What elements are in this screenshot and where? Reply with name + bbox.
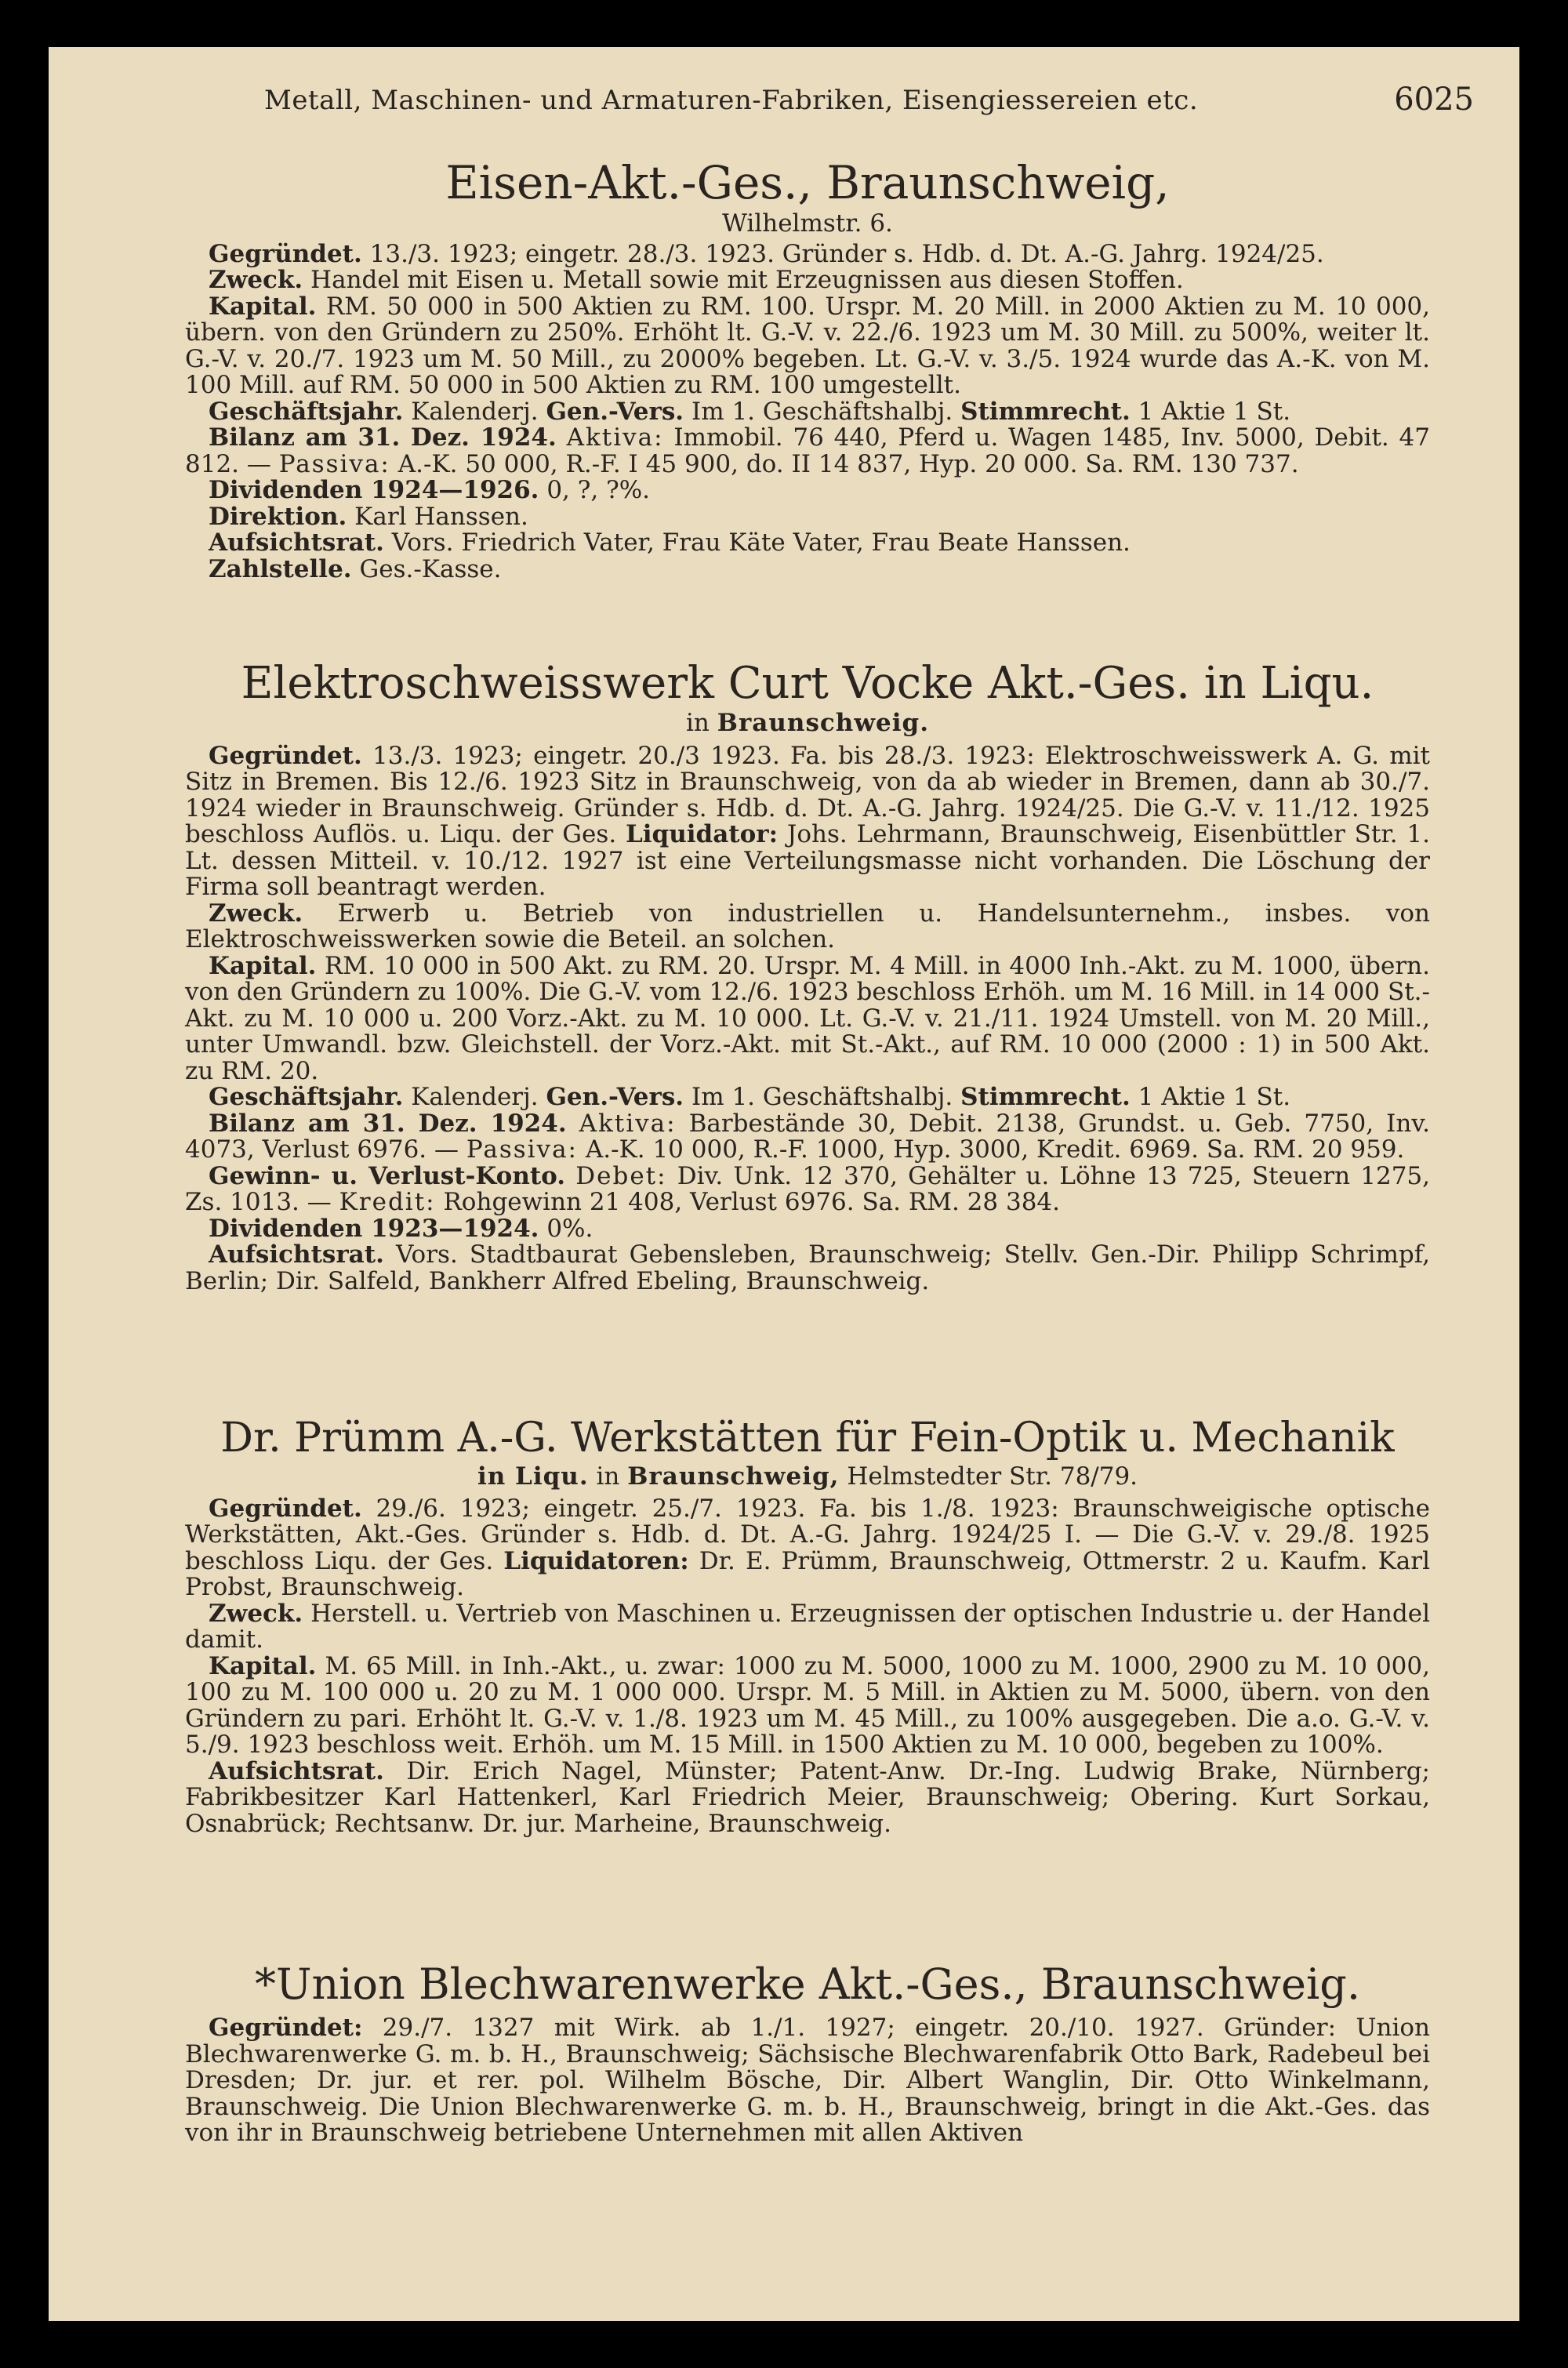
assets-label: Aktiva: xyxy=(566,423,664,452)
fiscal-year-text: Kalenderj. xyxy=(411,397,539,426)
entry-address: Wilhelmstr. 6. xyxy=(722,209,893,238)
capital-paragraph xyxy=(185,294,1430,399)
general-meeting-label: Gen.-Vers. xyxy=(546,1083,684,1112)
founded-label: Gegründet. xyxy=(209,741,362,770)
fiscal-year-label: Geschäftsjahr. xyxy=(209,1083,404,1112)
page xyxy=(49,47,1519,2321)
subtitle-city: Braunschweig. xyxy=(717,709,929,738)
liquidators-label: Liquidatoren: xyxy=(503,1546,689,1575)
founded-text: 13./3. 1923; eingetr. 20./3 1923. Fa. bis 28./3. 1923: Elektroschweisswerk A. G. mit Sitz in Bremen. Bis 12./6. 1923 Sitz in Braunschweig, von da ab wieder in Bremen, dann ab 30./7. 1924 wieder in Braunschweig. Gründer s. Hdb. d. Dt. A.-G. Jahrg. 1924/25. Die G.-V. v. 11./12. 1925 beschloss Auflös. u. Liqu. der Ges. xyxy=(185,741,1431,849)
purpose-label: Zweck. xyxy=(209,899,303,928)
founded-paragraph xyxy=(185,1496,1430,1601)
entry-union-blechwarenwerke xyxy=(185,1960,1430,2147)
purpose-paragraph xyxy=(185,267,1430,294)
dividends-label: Dividenden 1923—1924. xyxy=(209,1214,539,1243)
fiscal-year-paragraph xyxy=(185,399,1430,426)
purpose-paragraph xyxy=(185,901,1430,953)
capital-label: Kapital. xyxy=(209,292,317,321)
paying-office-label: Zahlstelle. xyxy=(209,554,352,583)
balance-paragraph xyxy=(185,1111,1430,1164)
subtitle-city: Braunschweig, xyxy=(627,1462,840,1491)
dividends-label: Dividenden 1924—1926. xyxy=(209,476,539,505)
capital-paragraph xyxy=(185,953,1430,1085)
running-title: Metall, Maschinen- und Armaturen-Fabriken, Eisengiessereien etc. xyxy=(264,85,1199,116)
entry-elektroschweisswerk xyxy=(185,659,1430,1295)
voting-right-label: Stimmrecht. xyxy=(960,397,1131,426)
profit-loss-label: Gewinn- u. Verlust-Konto. xyxy=(209,1161,566,1190)
balance-label: Bilanz am 31. Dez. 1924. xyxy=(209,1109,567,1138)
management-label: Direktion. xyxy=(209,502,347,531)
entry-title: Eisen-Akt.-Ges., Braunschweig, xyxy=(445,156,1170,209)
dividends-paragraph xyxy=(185,1216,1430,1243)
purpose-text: Herstell. u. Vertrieb von Maschinen u. Erzeugnissen der optischen Industrie u. der Handel damit. xyxy=(185,1599,1431,1654)
voting-right-text: 1 Aktie 1 St. xyxy=(1138,1083,1291,1112)
page-number: 6025 xyxy=(1394,82,1474,118)
liabilities-text: A.-K. 10 000, R.-F. 1000, Hyp. 3000, Kredit. 6969. Sa. RM. 20 959. xyxy=(585,1135,1405,1164)
supervisory-board-paragraph xyxy=(185,530,1430,557)
supervisory-board-text: Vors. Friedrich Vater, Frau Käte Vater, Frau Beate Hanssen. xyxy=(391,528,1131,557)
dividends-text: 0%. xyxy=(546,1214,593,1243)
assets-text: Immobil. 76 440, Pferd u. Wagen 1485, Inv. 5000, Debit. 47 812. — xyxy=(185,423,1430,478)
assets-label: Aktiva: xyxy=(579,1109,677,1138)
liquidator-text: Johs. Lehrmann, Braunschweig, Eisenbüttler Str. 1. Lt. dessen Mitteil. v. 10./12. 1927 ist eine Verteilungsmasse nicht vorhanden. Die Löschung der Firma soll beantragt werden. xyxy=(185,820,1430,902)
founded-paragraph xyxy=(185,239,1430,268)
capital-text: RM. 10 000 in 500 Akt. zu RM. 20. Urspr. M. 4 Mill. in 4000 Inh.-Akt. zu M. 1000, übern. von den Gründern zu 100%. Die G.-V. vom 12./6. 1923 beschloss Erhöh. um M. 16 Mill. in 14 000 St.-Akt. zu M. 10 000 u. 200 Vorz.-Akt. zu M. 10 000. Lt. G.-V. v. 21./11. 1924 Umstell. von M. 20 Mill., unter Umwandl. bzw. Gleichstell. der Vorz.-Akt. mit St.-Akt., auf RM. 10 000 (2000 : 1) in 500 Akt. zu RM. 20. xyxy=(185,951,1431,1085)
founded-label: Gegründet: xyxy=(209,2014,363,2043)
running-header xyxy=(49,82,1519,132)
purpose-paragraph xyxy=(185,1601,1430,1654)
paying-office-paragraph xyxy=(185,554,1430,583)
founded-paragraph xyxy=(185,743,1430,901)
supervisory-board-label: Aufsichtsrat. xyxy=(209,528,384,557)
subtitle-address: Helmstedter Str. 78/79. xyxy=(847,1462,1138,1491)
founded-text: 29./6. 1923; eingetr. 25./7. 1923. Fa. bis 1./8. 1923: Braunschweigische optische Werkstätten, Akt.-Ges. Gründer s. Hdb. d. Dt. A.-G. Jahrg. 1924/25 I. — Die G.-V. v. 29./8. 1925 beschloss Liqu. der Ges. xyxy=(185,1494,1430,1575)
credit-label: Kredit: xyxy=(339,1188,436,1217)
fiscal-year-text: Kalenderj. xyxy=(411,1083,539,1112)
subtitle-in: in xyxy=(596,1462,620,1491)
management-paragraph xyxy=(185,504,1430,531)
supervisory-board-label: Aufsichtsrat. xyxy=(209,1756,384,1785)
capital-text: M. 65 Mill. in Inh.-Akt., u. zwar: 1000 zu M. 5000, 1000 zu M. 1000, 2900 zu M. 10 000, 100 zu M. 100 000 u. 20 zu M. 1 000 000. Urspr. M. 5 Mill. in Aktien zu M. 5000, übern. von den Gründern zu pari. Erhöht lt. G.-V. v. 1./8. 1923 um M. 45 Mill., zu 100% ausgegeben. Die a.o. G.-V. v. 5./9. 1923 beschloss weit. Erhöh. um M. 15 Mill. in 1500 Aktien zu M. 10 000, begeben zu 100%. xyxy=(185,1651,1430,1760)
capital-label: Kapital. xyxy=(209,1651,317,1680)
entry-dr-pruemm xyxy=(185,1415,1430,1837)
capital-label: Kapital. xyxy=(209,951,317,980)
profit-loss-paragraph xyxy=(185,1161,1430,1217)
balance-paragraph xyxy=(185,425,1430,478)
supervisory-board-text: Dir. Erich Nagel, Münster; Patent-Anw. Dr.-Ing. Ludwig Brake, Nürnberg; Fabrikbesitzer Karl Hattenkerl, Karl Friedrich Meier, Braunschweig; Obering. Kurt Sorkau, Osnabrück; Rechtsanw. Dr. jur. Marheine, Braunschweig. xyxy=(185,1756,1430,1838)
supervisory-board-paragraph xyxy=(185,1242,1430,1295)
dividends-text: 0, ?, ?%. xyxy=(546,476,651,505)
management-text: Karl Hanssen. xyxy=(354,502,528,531)
dividends-paragraph xyxy=(185,478,1430,504)
capital-text: RM. 50 000 in 500 Aktien zu RM. 100. Urspr. M. 20 Mill. in 2000 Aktien zu M. 10 000, übern. von den Gründern zu 250%. Erhöht lt. G.-V. v. 22./6. 1923 um M. 30 Mill. zu 500%, weiter lt. G.-V. v. 20./7. 1923 um M. 50 Mill., zu 2000% begeben. Lt. G.-V. v. 3./5. 1924 wurde das A.-K. von M. 100 Mill. auf RM. 50 000 in 500 Aktien zu RM. 100 umgestellt. xyxy=(185,292,1431,400)
debit-text: Div. Unk. 12 370, Gehälter u. Löhne 13 725, Steuern 1275, Zs. 1013. — xyxy=(185,1161,1430,1217)
debit-label: Debet: xyxy=(575,1161,667,1190)
entry-title: Dr. Prümm A.-G. Werkstätten für Fein-Optik u. Mechanik xyxy=(220,1415,1395,1462)
supervisory-board-label: Aufsichtsrat. xyxy=(209,1240,384,1269)
founded-label: Gegründet. xyxy=(209,1494,362,1523)
entry-eisen-akt-ges xyxy=(185,157,1430,583)
liabilities-text: A.-K. 50 000, R.-F. I 45 900, do. II 14 837, Hyp. 20 000. Sa. RM. 130 737. xyxy=(397,449,1299,478)
entry-subtitle xyxy=(185,709,1430,738)
liquidator-label: Liquidator: xyxy=(625,820,779,849)
supervisory-board-text: Vors. Stadtbaurat Gebensleben, Braunschweig; Stellv. Gen.-Dir. Philipp Schrimpf, Berlin; Dir. Salfeld, Bankherr Alfred Ebeling, Braunschweig. xyxy=(185,1240,1430,1295)
credit-text: Rohgewinn 21 408, Verlust 6976. Sa. RM. 28 384. xyxy=(443,1188,1060,1217)
fiscal-year-paragraph xyxy=(185,1084,1430,1111)
voting-right-label: Stimmrecht. xyxy=(960,1083,1131,1112)
founded-text: 13./3. 1923; eingetr. 28./3. 1923. Gründer s. Hdb. d. Dt. A.-G. Jahrg. 1924/25. xyxy=(369,239,1324,268)
entry-title: Elektroschweisswerk Curt Vocke Akt.-Ges. in Liqu. xyxy=(241,658,1374,709)
liabilities-label: Passiva: xyxy=(466,1135,578,1164)
subtitle-liqu: in Liqu. xyxy=(477,1462,589,1491)
assets-text: Barbestände 30, Debit. 2138, Grundst. u. Geb. 7750, Inv. 4073, Verlust 6976. — xyxy=(185,1109,1430,1164)
subtitle-in: in xyxy=(686,709,710,738)
general-meeting-text: Im 1. Geschäftshalbj. xyxy=(691,397,953,426)
purpose-label: Zweck. xyxy=(209,1599,303,1628)
general-meeting-text: Im 1. Geschäftshalbj. xyxy=(691,1083,953,1112)
balance-label: Bilanz am 31. Dez. 1924. xyxy=(209,423,557,452)
supervisory-board-paragraph xyxy=(185,1756,1430,1838)
liquidators-text: Dr. E. Prümm, Braunschweig, Ottmerstr. 2 u. Kaufm. Karl Probst, Braunschweig. xyxy=(185,1546,1430,1602)
liabilities-label: Passiva: xyxy=(278,449,390,478)
entry-title: *Union Blechwarenwerke Akt.-Ges., Braunschweig. xyxy=(254,1959,1361,2009)
purpose-text: Erwerb u. Betrieb von industriellen u. Handelsunternehm., insbes. von Elektroschweisswerken sowie die Beteil. an solchen. xyxy=(185,899,1431,954)
entry-subtitle xyxy=(185,1462,1430,1491)
founded-paragraph xyxy=(185,2015,1430,2147)
founded-text: 29./7. 1327 mit Wirk. ab 1./1. 1927; eingetr. 20./10. 1927. Gründer: Union Blechwarenwerke G. m. b. H., Braunschweig; Sächsische Blechwarenfabrik Otto Bark, Radebeul bei Dresden; Dr. jur. et rer. pol. Wilhelm Bösche, Dir. Albert Wanglin, Dir. Otto Winkelmann, Braunschweig. Die Union Blechwarenwerke G. m. b. H., Braunschweig, bringt in die Akt.-Ges. das von ihr in Braunschweig betriebene Unternehmen mit allen Aktiven xyxy=(185,2014,1430,2148)
voting-right-text: 1 Aktie 1 St. xyxy=(1138,397,1291,426)
founded-label: Gegründet. xyxy=(209,239,362,268)
paying-office-text: Ges.-Kasse. xyxy=(359,554,502,583)
purpose-text: Handel mit Eisen u. Metall sowie mit Erzeugnissen aus diesen Stoffen. xyxy=(310,266,1184,295)
fiscal-year-label: Geschäftsjahr. xyxy=(209,397,404,426)
capital-paragraph xyxy=(185,1651,1430,1760)
purpose-label: Zweck. xyxy=(209,266,303,295)
general-meeting-label: Gen.-Vers. xyxy=(546,397,684,426)
